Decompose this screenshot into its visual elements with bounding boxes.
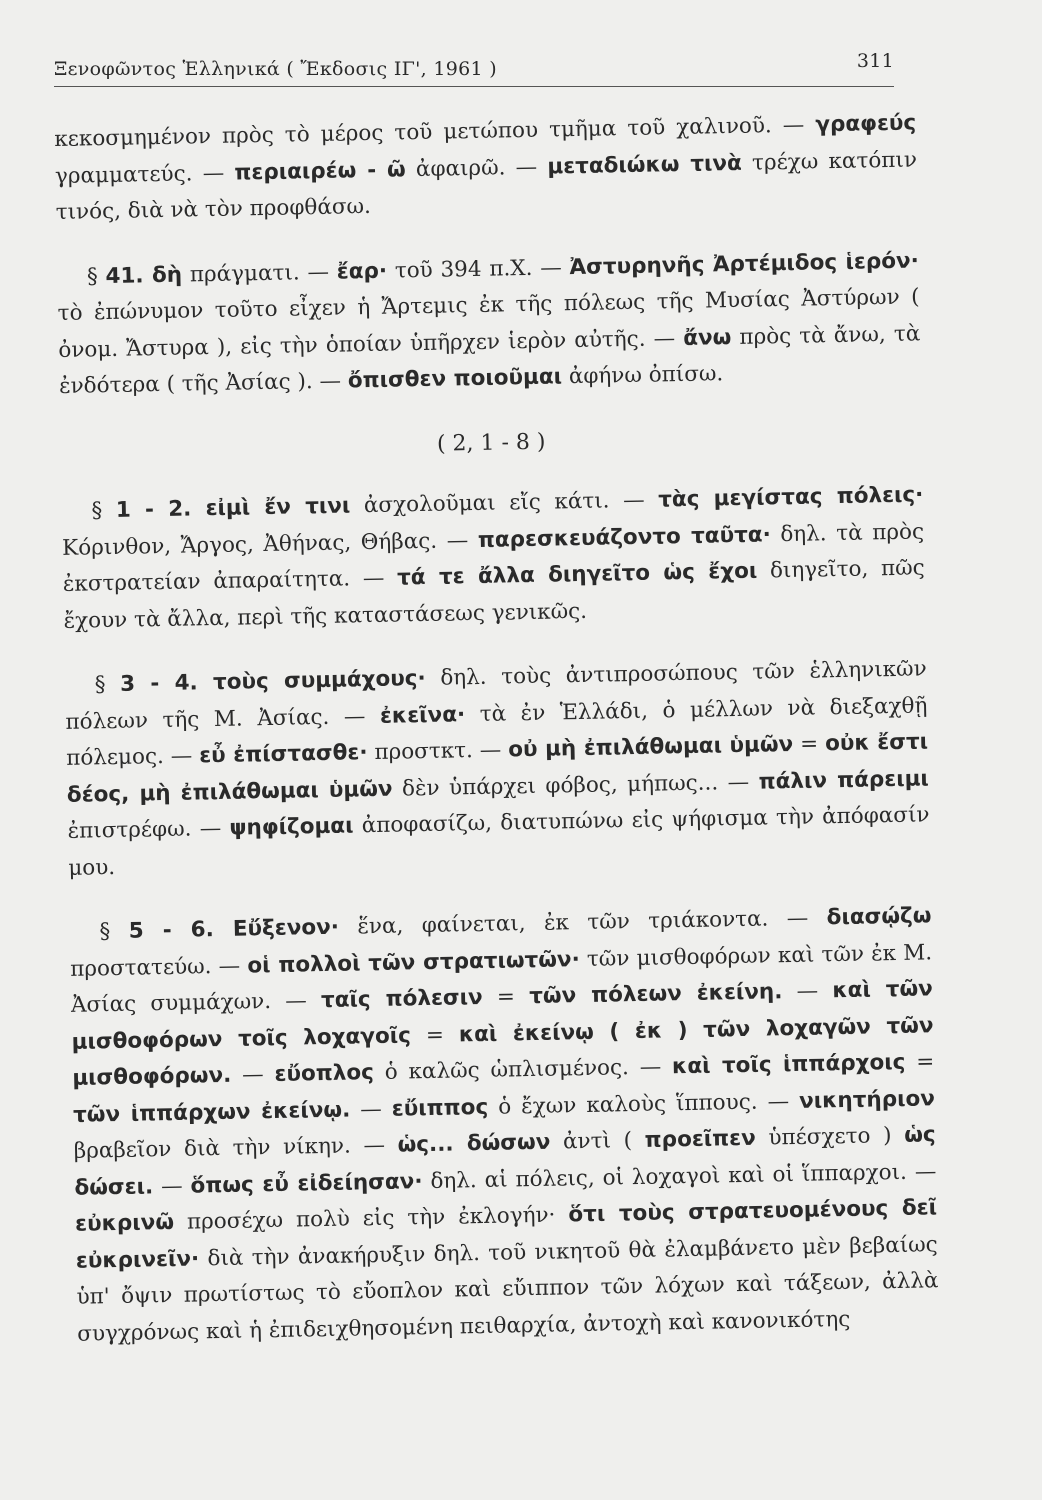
lemma-term: ἐκεῖνα· <box>379 701 466 729</box>
gloss-text: διὰ τὴν ἀνακήρυξιν δηλ. τοῦ νικητοῦ θὰ ἐλαμβάνετο μὲν βεβαίως ὑπ' ὄψιν πρωτίστως τὸ εὔοπλον καὶ εὔιππον τῶν λόχων καὶ τάξεων, ἀλλὰ συγχρόνως καὶ ἡ ἐπιδειχθησομένη πειθαρχία, ἀντοχὴ καὶ κανονικότης <box>76 1231 939 1347</box>
lemma-term: προεῖπεν <box>644 1125 757 1153</box>
gloss-text: ἕνα, φαίνεται, ἐκ τῶν τριάκοντα. — <box>338 905 827 940</box>
lemma-term: παρεσκευάζοντο ταῦτα· <box>477 521 771 553</box>
gloss-text: δὲν ὑπάρχει φόβος, μήπως... — <box>392 769 759 802</box>
gloss-text: προστατεύω. — <box>70 952 248 982</box>
gloss-text: γραμματεύς. — <box>54 160 235 189</box>
gloss-text: ἀφήνω ὀπίσω. <box>561 361 724 390</box>
gloss-text: Κόρινθον, Ἄργος, Ἀθήνας, Θήβας. — <box>61 527 479 561</box>
lemma-term: ψηφίζομαι <box>229 813 354 841</box>
gloss-text: βραβεῖον διὰ τὴν νίκην. — <box>73 1132 398 1164</box>
gloss-text: § <box>94 671 121 698</box>
commentary-group-1 <box>54 105 921 405</box>
gloss-text: προσέχω πολὺ εἰς τὴν ἐκλογήν· <box>173 1202 569 1235</box>
lemma-term: τὰς μεγίστας πόλεις· <box>657 482 924 513</box>
gloss-text: τρέχω κατόπιν τινός, διὰ νὰ τὸν προφθάσω. <box>55 146 918 225</box>
lemma-term: πάλιν πάρειμι <box>758 765 930 795</box>
commentary-group-2 <box>61 477 939 1352</box>
commentary-paragraph <box>61 477 926 640</box>
lemma-term: οἱ πολλοὶ τῶν στρατιωτῶν· <box>247 946 580 978</box>
lemma-term: καὶ τοῖς ἱππάρχοις <box>671 1049 906 1080</box>
lemma-term: 3 - 4. τοὺς συμμάχους· <box>119 665 426 697</box>
running-title: Ξενοφῶντος Ἑλληνικά ( Ἔκδοσις ΙΓ', 1961 ) <box>54 58 497 80</box>
lemma-term: περιαιρέω - ῶ <box>234 156 406 186</box>
gloss-text: ὁ καλῶς ὡπλισμένος. — <box>373 1054 673 1086</box>
commentary-paragraph <box>64 651 930 887</box>
gloss-text: — <box>231 1061 275 1088</box>
gloss-text: ἀφαιρῶ. — <box>405 154 548 182</box>
gloss-text: = <box>482 984 530 1010</box>
commentary-paragraph <box>54 105 918 231</box>
gloss-text: τοῦ 394 π.Χ. — <box>386 254 570 284</box>
lemma-term: εὖ ἐπίστασθε· <box>198 740 368 769</box>
lemma-term: γραφεύς <box>815 110 917 138</box>
lemma-term: 1 - 2. εἰμὶ ἔν τινι <box>115 493 351 523</box>
lemma-term: 41. δὴ <box>105 262 183 289</box>
lemma-term: ὡς... δώσων <box>397 1129 551 1158</box>
gloss-text: ὁ ἔχων καλοὺς ἵππους. — <box>487 1088 800 1120</box>
gloss-text: ἀντὶ ( <box>550 1127 645 1155</box>
gloss-text: § <box>99 918 129 945</box>
lemma-term: οὐκ ἔστι δέος, μὴ ἐπιλάθωμαι ὑμῶν <box>66 729 929 808</box>
gloss-text: προστκτ. — <box>367 737 509 766</box>
gloss-text: — <box>152 1173 191 1199</box>
lemma-term: νικητήριον <box>798 1085 936 1114</box>
lemma-term: μεταδιώκω τινὰ <box>547 150 743 180</box>
running-header <box>54 50 894 87</box>
lemma-term: εὐκρινῶ <box>74 1209 175 1237</box>
gloss-text: δηλ. τὰ πρὸς ἐκστρατείαν ἀπαραίτητα. — <box>62 518 925 597</box>
gloss-text: — <box>350 1096 393 1122</box>
lemma-term: ταῖς πόλεσιν <box>320 984 483 1014</box>
lemma-term: ὅτι τοὺς στρατευομένους δεῖ εὐκρινεῖν· <box>75 1195 938 1274</box>
lemma-term: τά τε ἄλλα διηγεῖτο ὡς ἔχοι <box>396 558 758 591</box>
gloss-text: πρὸς τὰ ἄνω, τὰ ἐνδότερα ( τῆς Ἀσίας ). — <box>58 320 921 399</box>
lemma-term: καὶ ἐκείνῳ ( ἐκ ) τῶν λοχαγῶν τῶν μισθοφόρων. <box>72 1012 934 1091</box>
gloss-text: δηλ. τοὺς ἀντιπροσώπους τῶν ἑλληνικῶν πόλεων τῆς Μ. Ἀσίας. — <box>65 656 927 735</box>
lemma-term: τῶν ἱππάρχων ἐκείνῳ. <box>72 1096 351 1128</box>
lemma-term: καὶ τῶν μισθοφόρων τοῖς λοχαγοῖς <box>71 976 934 1055</box>
lemma-term: εὔοπλος <box>274 1060 375 1087</box>
lemma-term: ἔαρ· <box>336 258 388 285</box>
lemma-term: διασῴζω <box>826 903 932 931</box>
gloss-text: ἐπιστρέφω. — <box>67 815 230 844</box>
gloss-text: ὑπέσχετο ) <box>755 1122 905 1151</box>
lemma-term: τῶν πόλεων ἐκείνη. <box>528 979 783 1010</box>
gloss-text: τῶν μισθοφόρων καὶ τῶν ἐκ Μ. Ἀσίας συμμάχων. — <box>70 939 933 1018</box>
gloss-text: τὰ ἐν Ἑλλάδι, ὁ μέλλων νὰ διεξαχθῇ πόλεμος. — <box>65 692 928 771</box>
commentary-body <box>54 105 940 1380</box>
gloss-text: — <box>782 978 833 1005</box>
lemma-term: 5 - 6. Εὔξενον· <box>128 914 340 944</box>
gloss-text: δηλ. αἱ πόλεις, οἱ λοχαγοὶ καὶ οἱ ἵππαρχοι. — <box>422 1158 937 1194</box>
lemma-term: ὅπως εὖ εἰδείησαν· <box>190 1168 423 1199</box>
gloss-text: διηγεῖτο, πῶς ἔχουν τὰ ἄλλα, περὶ τῆς καταστάσεως γενικῶς. <box>63 555 925 634</box>
gloss-text: πράγματι. — <box>181 259 337 288</box>
lemma-term: εὔιππος <box>391 1094 489 1122</box>
gloss-text: κεκοσμημένον πρὸς τὸ μέρος τοῦ μετώπου τμῆμα τοῦ χαλινοῦ. — <box>54 112 816 152</box>
page-number: 311 <box>856 50 894 72</box>
lemma-term: ὡς δώσει. <box>74 1122 936 1201</box>
gloss-text: § <box>91 497 117 524</box>
commentary-paragraph <box>57 243 922 406</box>
lemma-term: ὄπισθεν ποιοῦμαι <box>347 364 563 394</box>
lemma-term: Ἀστυρηνῆς Ἀρτέμιδος ἱερόν· <box>569 247 920 280</box>
gloss-text: = <box>792 731 826 757</box>
lemma-term: ἄνω <box>682 324 732 351</box>
gloss-text: = <box>410 1021 460 1048</box>
gloss-text: ἀσχολοῦμαι εἴς κάτι. — <box>350 487 659 519</box>
gloss-text: = <box>905 1049 935 1075</box>
commentary-paragraph <box>69 898 939 1352</box>
lemma-term: οὐ μὴ ἐπιλάθωμαι ὑμῶν <box>508 731 794 763</box>
section-heading: ( 2, 1 - 8 ) <box>436 429 546 457</box>
gloss-text: ἀποφασίζω, διατυπώνω εἰς ψήφισμα τὴν ἀπόφασίν μου. <box>68 802 930 881</box>
gloss-text: τὸ ἐπώνυμον τοῦτο εἶχεν ἡ Ἄρτεμις ἐκ τῆς πόλεως τῆς Μυσίας Ἀστύρων ( ὀνομ. Ἄστυρα ), εἰς τὴν ὁποίαν ὑπῆρχεν ἱερὸν αὐτῆς. — <box>57 284 920 363</box>
gloss-text: § <box>86 263 106 289</box>
